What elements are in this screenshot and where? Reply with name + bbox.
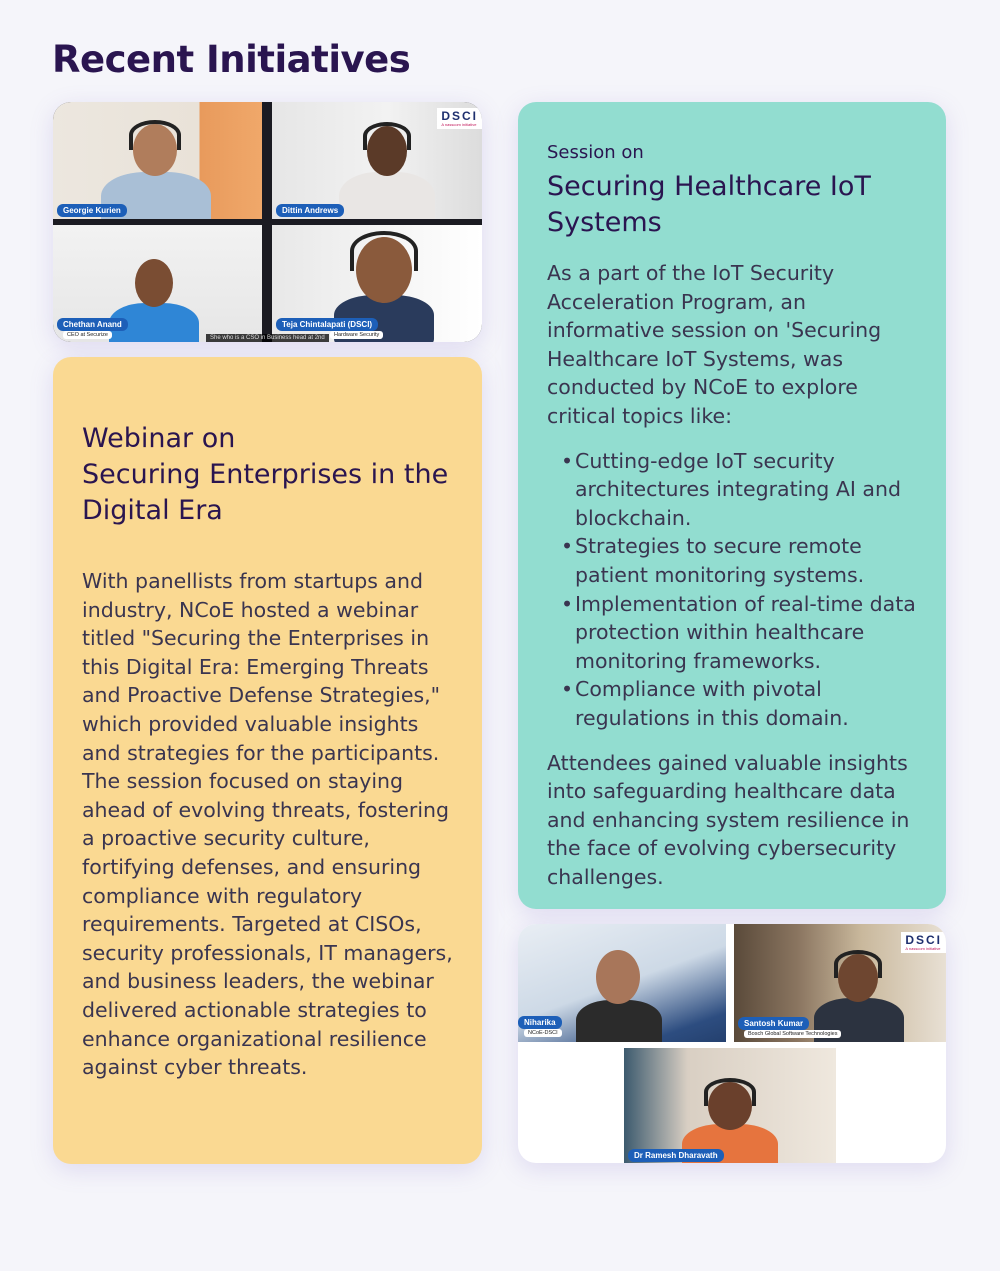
session-title: Securing Healthcare IoT Systems xyxy=(547,171,871,238)
webinar-screenshot xyxy=(53,102,482,342)
dsci-logo: DSCI A nasscom initiative xyxy=(901,932,946,953)
webinar-card xyxy=(53,357,482,1164)
participant-role: CEO at Securize xyxy=(63,331,112,339)
video-tile xyxy=(272,225,482,342)
webinar-heading-line1: Webinar on xyxy=(82,423,236,454)
participant-name: Teja Chintalapati (DSCI) xyxy=(276,318,378,331)
session-screenshot xyxy=(518,924,946,1163)
video-tile xyxy=(734,924,946,1042)
list-item: • Compliance with pivotal regulations in this domain. xyxy=(561,675,927,732)
list-item: • Strategies to secure remote patient monitoring systems. xyxy=(561,532,927,589)
page-title: Recent Initiatives xyxy=(52,38,411,81)
participant-name: Niharika xyxy=(518,1016,562,1029)
video-tile xyxy=(53,102,262,219)
list-item: • Implementation of real-time data protection within healthcare monitoring frameworks. xyxy=(561,590,927,676)
participant-role: Bosch Global Software Technologies xyxy=(744,1030,841,1038)
video-tile xyxy=(624,1048,836,1163)
video-tile xyxy=(53,225,262,342)
webinar-heading xyxy=(82,421,462,529)
participant-name: Chethan Anand xyxy=(57,318,128,331)
participant-name: Santosh Kumar xyxy=(738,1017,809,1030)
participant-role: Hardware Security xyxy=(330,331,383,339)
webinar-heading-line2: Securing Enterprises in the Digital Era xyxy=(82,459,449,526)
session-topics xyxy=(561,447,927,733)
session-intro: As a part of the IoT Security Acceleration Program, an informative session on 'Securing Healthcare IoT Systems, was conducted by NCoE to explore critical topics like: xyxy=(547,261,882,428)
participant-role: NCoE-DSCI xyxy=(524,1029,562,1037)
video-tile xyxy=(272,102,482,219)
participant-name: Dr Ramesh Dharavath xyxy=(628,1149,724,1162)
list-item: • Cutting-edge IoT security architectures integrating AI and blockchain. xyxy=(561,447,927,533)
session-kicker: Session on xyxy=(547,142,644,163)
participant-name: Georgie Kurien xyxy=(57,204,127,217)
video-tile xyxy=(518,924,726,1042)
participant-name: Dittin Andrews xyxy=(276,204,344,217)
live-caption: She who is a CSO in Business head at 2nd xyxy=(206,334,329,342)
webinar-body: With panellists from startups and industry, NCoE hosted a webinar titled "Securing the Enterprises in this Digital Era: Emerging Threats and Proactive Defense Strategies," which provided valuable insights and strategies for the participants. The session focused on staying ahead of evolving threats, fostering a proactive security culture, fortifying defenses, and ensuring compliance with regulatory requirements. Targeted at CISOs, security professionals, IT managers, and business leaders, the webinar delivered actionable strategies to enhance organizational resilience against cyber threats. xyxy=(82,569,453,1080)
dsci-logo: DSCI A nasscom initiative xyxy=(437,108,482,129)
session-card xyxy=(518,102,946,909)
session-outro: Attendees gained valuable insights into safeguarding healthcare data and enhancing system resilience in the face of evolving cybersecurity challenges. xyxy=(547,750,910,889)
